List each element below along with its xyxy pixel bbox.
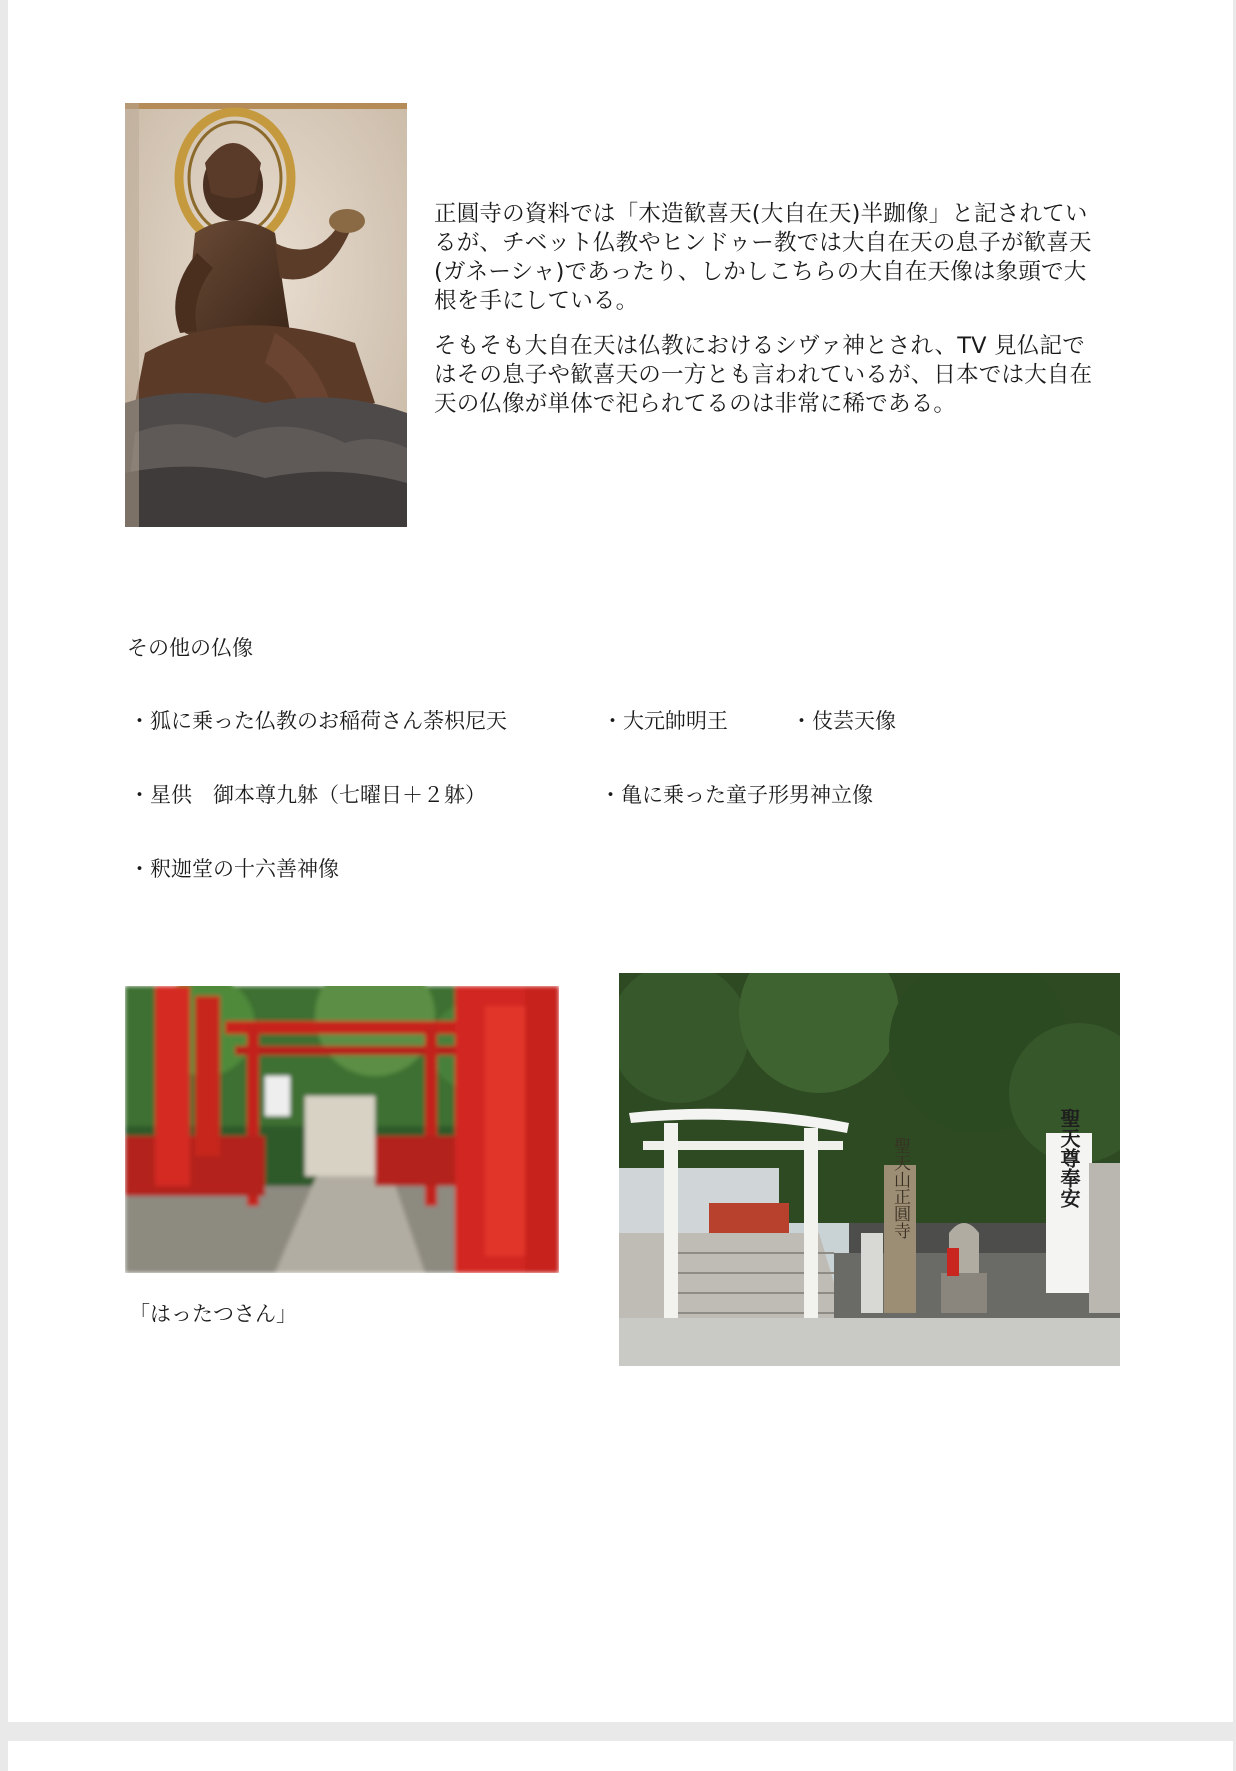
list-item: ・狐に乗った仏教のお稲荷さん荼枳尼天 xyxy=(129,709,507,733)
list-item: ・伎芸天像 xyxy=(791,709,896,733)
daijizaiten-statue-photo xyxy=(125,103,407,527)
other-statues-heading: その他の仏像 xyxy=(127,636,253,660)
hattatsu-shrine-photo xyxy=(125,986,559,1273)
list-item: ・大元帥明王 xyxy=(602,709,728,733)
hattatsu-caption: 「はったつさん」 xyxy=(129,1302,297,1326)
list-item: ・星供 御本尊九躰（七曜日＋２躰） xyxy=(129,783,486,807)
stone-pillar-text: 聖天山正圓寺 xyxy=(890,1137,910,1239)
next-page-edge xyxy=(8,1741,1233,1771)
temple-entrance-photo xyxy=(619,973,1120,1366)
banner-text: 聖天尊奉安 xyxy=(1057,1108,1081,1208)
list-item: ・釈迦堂の十六善神像 xyxy=(129,857,339,881)
description-paragraph-1: 正圓寺の資料では「木造歓喜天(大自在天)半跏像」と記されているが、チベット仏教やヒンドゥー教では大自在天の息子が歓喜天(ガネーシャ)であったり、しかしこちらの大自在天像は象頭で大根を手にしている。 xyxy=(434,201,1092,314)
description-paragraph-2: そもそも大自在天は仏教におけるシヴァ神とされ、TV 見仏記ではその息子や歓喜天の一方とも言われているが、日本では大自在天の仏像が単体で祀られてるのは非常に稀である。 xyxy=(434,333,1093,417)
statue-description xyxy=(434,200,1104,435)
list-item: ・亀に乗った童子形男神立像 xyxy=(600,783,873,807)
